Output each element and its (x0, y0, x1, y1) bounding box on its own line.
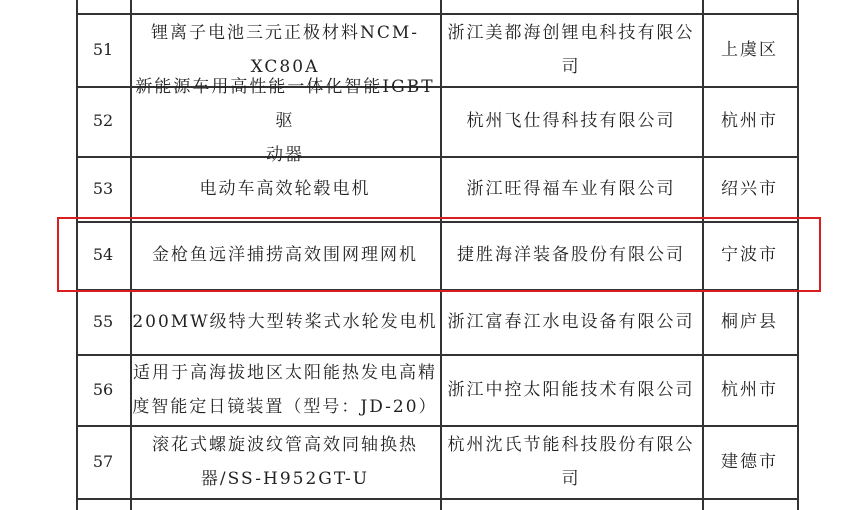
company-name: 浙江美都海创锂电科技有限公 司 (447, 22, 695, 77)
row-number: 56 (92, 379, 114, 399)
company-name: 捷胜海洋装备股份有限公司 (457, 245, 685, 265)
product-name: 适用于高海拔地区太阳能热发电高精 度智能定日镜装置（型号：JD-20） (132, 362, 438, 417)
row-number: 55 (92, 311, 114, 331)
product-name: 电动车高效轮毂电机 (199, 178, 371, 199)
row-number: 57 (92, 451, 114, 471)
region: 绍兴市 (721, 178, 778, 199)
row-number: 54 (92, 245, 114, 264)
product-name: 200MW级特大型转桨式水轮发电机 (132, 311, 438, 332)
row-number: 52 (92, 111, 114, 130)
region: 杭州市 (721, 111, 778, 131)
product-name: 金枪鱼远洋捕捞高效围网理网机 (152, 245, 418, 265)
product-name: 滚花式螺旋波纹管高效同轴换热 器/SS-H952GT-U (152, 434, 418, 489)
product-name: 新能源车用高性能一体化智能IGBT驱 动器 (135, 77, 435, 165)
company-name: 浙江富春江水电设备有限公司 (447, 311, 695, 332)
region: 宁波市 (721, 245, 778, 265)
row-number: 51 (92, 39, 114, 59)
company-name: 浙江中控太阳能技术有限公司 (447, 379, 695, 400)
row-divider (76, 498, 798, 500)
company-name: 杭州飞仕得科技有限公司 (466, 111, 676, 131)
row-number: 53 (92, 178, 114, 198)
company-name: 浙江旺得福车业有限公司 (466, 178, 676, 199)
row-highlight-box (57, 217, 821, 292)
region: 杭州市 (721, 379, 778, 400)
product-name: 锂离子电池三元正极材料NCM-XC80A (150, 22, 420, 77)
region: 桐庐县 (721, 311, 778, 332)
region: 建德市 (721, 451, 778, 472)
region: 上虞区 (721, 39, 778, 60)
company-name: 杭州沈氏节能科技股份有限公 司 (447, 434, 695, 489)
